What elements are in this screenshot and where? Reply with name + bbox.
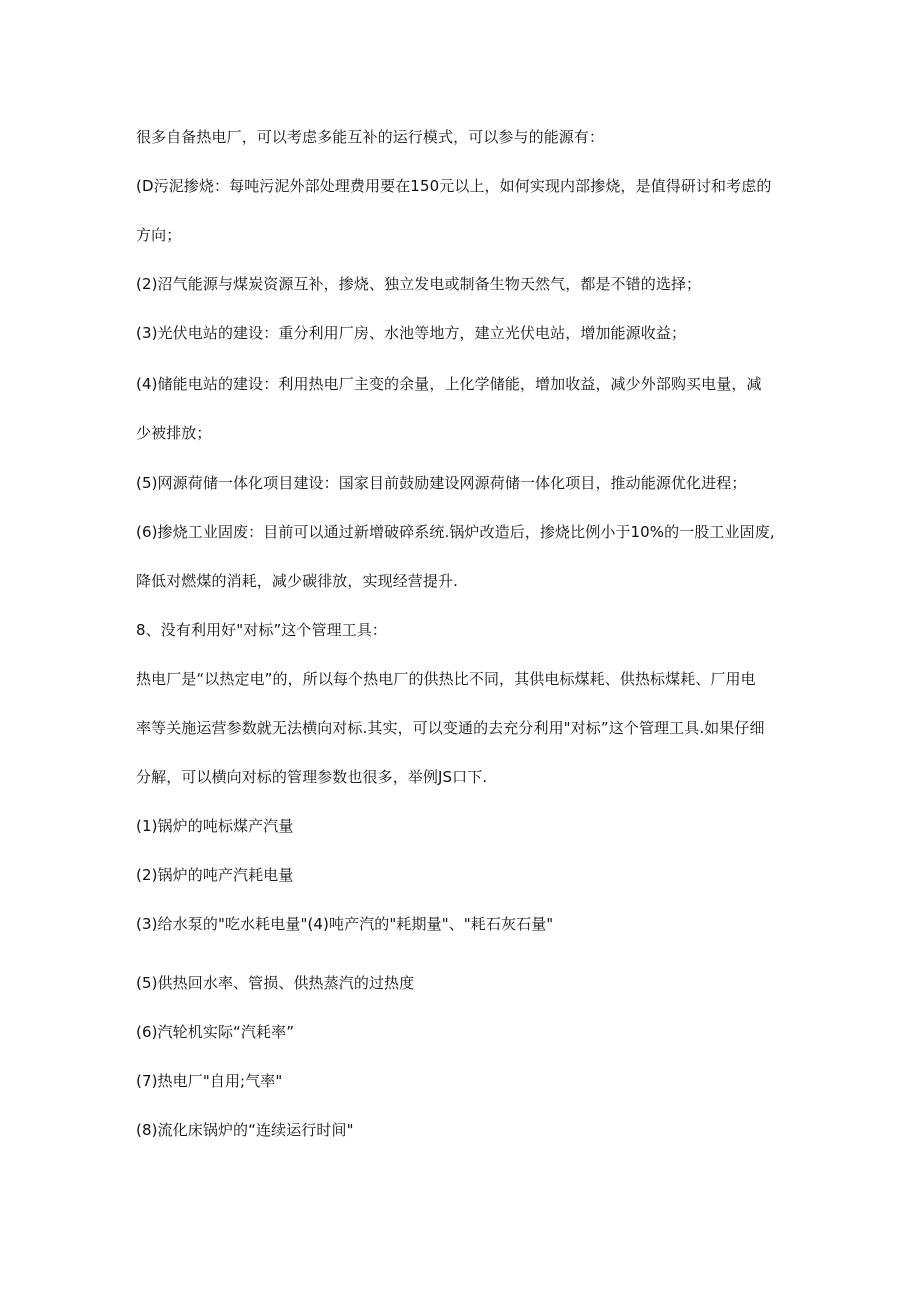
item-3: (3)光伏电站的建设：重分利用厂房、水池等地方，建立光伏电站，增加能源收益； bbox=[136, 324, 687, 342]
section-8-heading: 8、没有利用好"对标”这个管理工具： bbox=[136, 621, 388, 639]
section-8-paragraph-line-2: 率等关施运营参数就无法横向对标.其实，可以变通的去充分利用"对标”这个管理工具.如果仔细 bbox=[136, 719, 765, 737]
item-4-line-1: (4)储能电站的建设：利用热电厂主变的余量，上化学储能，增加收益，减少外部购买电量，减 bbox=[136, 375, 762, 393]
metric-item-2: (2)锅炉的吨产汽耗电量 bbox=[136, 866, 294, 884]
item-2: (2)沼气能源与煤炭资源互补，掺烧、独立发电或制备生物天然气，都是不错的选择； bbox=[136, 275, 702, 293]
item-1-line-2: 方向； bbox=[136, 226, 182, 244]
section-8-paragraph-line-1: 热电厂是“以热定电”的，所以每个热电厂的供热比不同，其供电标煤耗、供热标煤耗、厂用电 bbox=[136, 670, 756, 688]
paragraph-intro: 很多自备热电厂，可以考虑多能互补的运行模式，可以参与的能源有： bbox=[136, 128, 605, 146]
item-4-line-2: 少被排放； bbox=[136, 424, 212, 442]
metric-item-8: (8)流化床锅炉的“连续运行时间" bbox=[136, 1121, 354, 1139]
metric-item-1: (1)锅炉的吨标煤产汽量 bbox=[136, 817, 294, 835]
metric-item-3-4: (3)给水泵的"吃水耗电量"(4)吨产汽的"耗期量"、"耗石灰石量" bbox=[136, 915, 554, 933]
metric-item-7: (7)热电厂"自用;气率" bbox=[136, 1072, 283, 1090]
item-5: (5)网源荷储一体化项目建设：国家目前鼓励建设网源荷储一体化项目，推动能源优化进程； bbox=[136, 474, 747, 492]
item-1-line-1: (D污泥掺烧：每吨污泥外部处理费用要在150元以上，如何实现内部掺烧，是值得研讨和考虑的 bbox=[136, 177, 772, 195]
section-8-paragraph-line-3: 分解，可以横向对标的管理参数也很多，举例JS口下. bbox=[136, 768, 488, 786]
item-6-line-1: (6)掺烧工业固废：目前可以通过新增破碎系统.锅炉改造后，掺烧比例小于10%的一股工业固废, bbox=[136, 523, 775, 541]
item-6-line-2: 降低对燃煤的消耗，减少碳徘放，实现经营提升. bbox=[136, 572, 458, 590]
metric-item-6: (6)汽轮机实际“汽耗率” bbox=[136, 1023, 295, 1041]
metric-item-5: (5)供热回水率、管损、供热蒸汽的过热度 bbox=[136, 974, 415, 992]
